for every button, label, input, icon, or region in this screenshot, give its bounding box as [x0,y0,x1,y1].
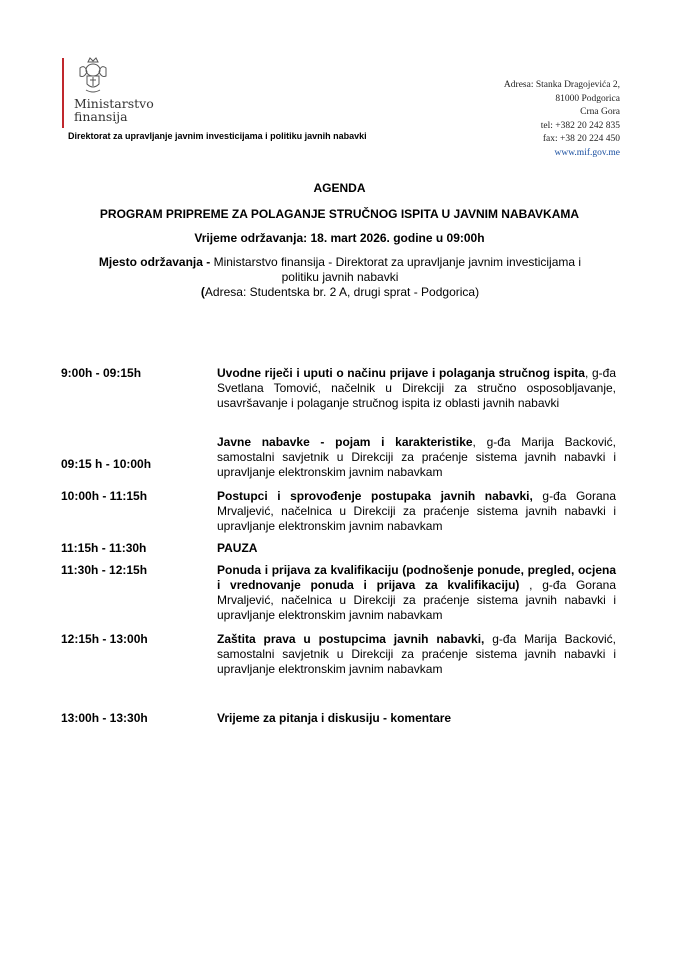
schedule-time: 13:00h - 13:30h [61,711,148,725]
coat-of-arms-icon [76,56,110,96]
website-link[interactable]: www.mif.gov.me [554,147,620,158]
red-accent-line [62,58,64,128]
fax-line: fax: +38 20 224 450 [542,134,620,144]
schedule-time: 09:15 h - 10:00h [61,457,152,471]
ministry-line-1: Ministarstvo [74,96,154,111]
address-line: Adresa: Stanka Dragojevića 2, [503,80,620,90]
venue-label: Mjesto održavanja - [98,255,211,269]
schedule-details: g-đa Marija Backović, samostalni savjetnik u Direkciji za praćenje sistema javnih nabavki i upravljanje elektronskim javnim nabavkam [217,632,616,676]
event-time-label: Vrijeme održavanja: [194,231,308,245]
schedule-time: 11:15h - 11:30h [61,541,147,555]
ministry-line-2: finansija [74,109,128,124]
schedule-topic: Zaštita prava u postupcima javnih nabavki, [217,632,485,646]
directorate-name: Direktorat za upravljanje javnim investicijama i politiku javnih nabavki [68,131,367,141]
agenda-title: AGENDA [313,181,366,195]
schedule-topic: Uvodne riječi i uputi o načinu prijave i polaganja stručnog ispita [217,366,585,380]
schedule-details: , g-đa Svetlana Tomović, načelnik u Direkciji za stručno osposobljavanje, usavršavanje i polaganje stručnog ispita iz oblasti javnih nabavki [217,366,616,410]
venue-line-2: politiku javnih nabavki [281,270,399,284]
venue-paren: ( [200,285,205,299]
schedule-topic: Ponuda i prijava za kvalifikaciju (podnošenje ponude, pregled, ocjena i vrednovanje ponuda i prijava za kvalifikaciju) [217,563,616,592]
address-line: Crna Gora [580,107,620,117]
schedule-description [217,632,616,677]
schedule-details: g-đa Gorana Mrvaljević, načelnica u Direkciji za praćenje sistema javnih nabavki i upravljanje elektronskim javnim nabavkam [217,489,616,533]
schedule-description [217,711,616,726]
event-venue [66,255,614,300]
program-title: PROGRAM PRIPREME ZA POLAGANJE STRUČNOG ISPITA U JAVNIM NABAVKAMA [99,207,580,221]
schedule-description [217,489,616,534]
schedule-description [217,366,616,411]
address-line: 81000 Podgorica [555,93,620,104]
venue-line-1: Ministarstvo finansija - Direktorat za upravljanje javnim investicijama i [210,255,582,269]
schedule-description [217,541,616,556]
phone-line: tel: +382 20 242 835 [540,120,620,131]
venue-address: Adresa: Studentska br. 2 A, drugi sprat - Podgorica) [204,285,480,299]
schedule-time: 10:00h - 11:15h [61,489,148,503]
event-time [0,231,679,245]
event-time-value: 18. mart 2026. godine u 09:00h [310,231,485,245]
schedule-topic: PAUZA [217,541,258,555]
schedule-time: 12:15h - 13:00h [61,632,148,646]
contact-address [504,79,620,160]
schedule-description [217,435,616,480]
schedule-details: , g-đa Marija Backović, samostalni savjetnik u Direkciji za praćenje sistema javnih nabavki i upravljanje elektronskim javnim nabavkam [217,435,616,479]
ministry-name [74,97,154,123]
schedule-time: 11:30h - 12:15h [61,563,148,577]
schedule-topic: Javne nabavke - pojam i karakteristike [217,435,473,449]
schedule-topic: Vrijeme za pitanja i diskusiju - komentare [217,711,452,725]
schedule-description [217,563,616,623]
schedule-time: 9:00h - 09:15h [61,366,142,380]
schedule-topic: Postupci i sprovođenje postupaka javnih nabavki, [217,489,533,503]
schedule-details: , g-đa Gorana Mrvaljević, načelnica u Direkciji za praćenje sistema javnih nabavki i upravljanje elektronskim javnim nabavkam [217,578,616,622]
